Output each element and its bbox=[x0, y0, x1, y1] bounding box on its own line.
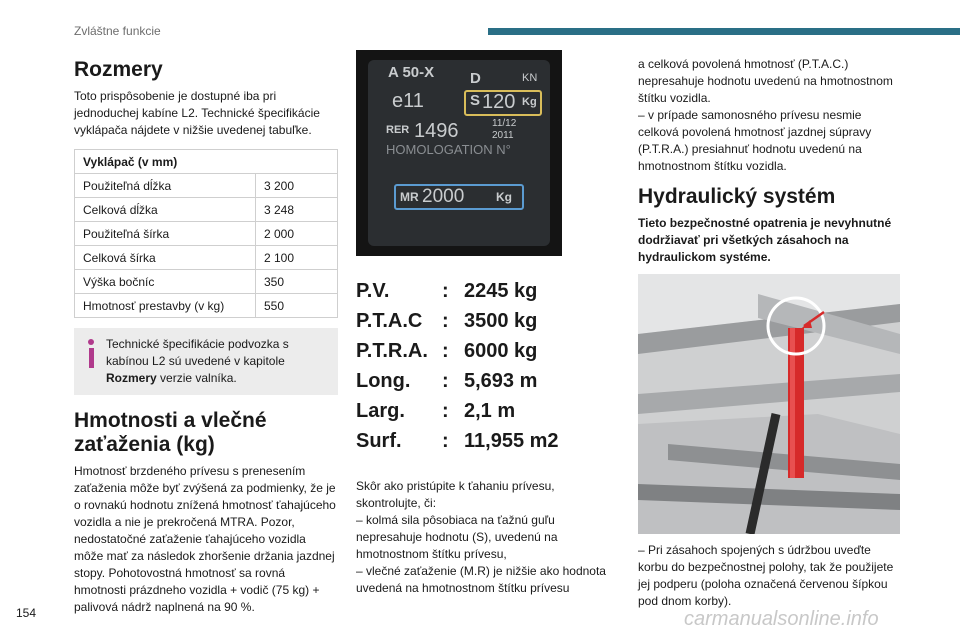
table-header: Vyklápač (v mm) bbox=[75, 150, 338, 174]
tipper-prop-photo bbox=[638, 274, 900, 534]
column-left bbox=[74, 54, 338, 616]
header-accent-bar bbox=[488, 28, 960, 35]
tipper-spec-table bbox=[74, 149, 338, 318]
list-item: Surf. : 11,955 m2 bbox=[356, 429, 559, 452]
tipper-prop-illustration bbox=[638, 274, 900, 534]
table-row: Hmotnosť prestavby (v kg) 550 bbox=[75, 294, 338, 318]
info-icon bbox=[84, 336, 98, 387]
weight-plate-photo: A 50-X D KN e11 S 120 Kg RER 1496 11/12 2011 HOMOLOGATION N° MR 2000 Kg bbox=[356, 50, 562, 256]
hydraulic-maintenance-body: – Pri zásahoch spojených s údržbou uveďte korbu do bezpečnostnej polohy, tak že použijete jej podperu (poloha označená červenou šípkou pod dnom korby). bbox=[638, 543, 894, 608]
hydraulic-warning: Tieto bezpečnostné opatrenia je nevyhnutné dodržiavať pri všetkých zásahoch na hydraulickom systéme. bbox=[638, 216, 892, 264]
list-item: P.T.R.A. : 6000 kg bbox=[356, 339, 538, 362]
header-section-label: Zvláštne funkcie bbox=[74, 24, 161, 38]
page-number: 154 bbox=[16, 606, 37, 620]
weights-body: Hmotnosť brzdeného prívesu s prenesením zaťaženia môže byť zvýšená za podmienky, že je o rovnakú hodnotu znížená hmotnosť ťahajúceho vozidla a nie je prekročená MTRA. Pozor, nedostatočné zaťaženie ťahajúceho vozidla môže mať za následok zhoršenie držania jazdnej stopy. Pohotovostná hmotnosť sa rovná hmotnosti prázdneho vozidla + vodič (75 kg) + palivová nádrž naplnená na 90 %. bbox=[74, 464, 336, 614]
section-title-hydraulic: Hydraulický systém bbox=[638, 185, 836, 208]
watermark: carmanualsonline.info bbox=[684, 608, 879, 630]
towing-checklist: Skôr ako pristúpite k ťahaniu prívesu, skontrolujte, či: – kolmá sila pôsobiaca na ťažnú guľu nepresahuje hodnotu (S), uvedenú na hmotnostnom štítku prívesu, – vlečné zaťaženie (M.R) je nižšie ako hodnota uvedená na hmotnostnom štítku prívesu bbox=[356, 479, 606, 595]
vehicle-spec-list bbox=[356, 276, 620, 456]
column-middle bbox=[356, 50, 620, 597]
list-item: Long. : 5,693 m bbox=[356, 369, 538, 392]
table-row: Použiteľná šírka 2 000 bbox=[75, 222, 338, 246]
dimensions-intro: Toto prispôsobenie je dostupné iba pri jednoduchej kabíne L2. Technické špecifikácie vyklápača nájdete v nižšie uvedenej tabuľke. bbox=[74, 89, 320, 137]
list-item: Larg. : 2,1 m bbox=[356, 399, 516, 422]
section-title-weights: Hmotnosti a vlečné zaťaženia (kg) bbox=[74, 409, 267, 456]
towing-checklist-continued: a celková povolená hmotnosť (P.T.A.C.) nepresahuje hodnotu uvedenú na hmotnostnom štítku vozidla. – v prípade samonosného prívesu nesmie celková povolená hmotnosť jazdnej súpravy (P.T.R.A.) presiahnuť hodnotu uvedenú na hmotnostnom štítku vozidla. bbox=[638, 57, 893, 173]
list-item: P.V. : 2245 kg bbox=[356, 279, 538, 302]
table-row: Celková šírka 2 100 bbox=[75, 246, 338, 270]
column-right bbox=[638, 54, 902, 610]
table-row: Výška bočníc 350 bbox=[75, 270, 338, 294]
table-row: Celková dĺžka 3 248 bbox=[75, 198, 338, 222]
section-title-dimensions: Rozmery bbox=[74, 58, 163, 81]
info-note: Technické špecifikácie podvozka s kabínou L2 sú uvedené v kapitole Rozmery verzie valníka. bbox=[74, 328, 338, 395]
table-row: Použiteľná dĺžka 3 200 bbox=[75, 174, 338, 198]
list-item: P.T.A.C : 3500 kg bbox=[356, 309, 538, 332]
